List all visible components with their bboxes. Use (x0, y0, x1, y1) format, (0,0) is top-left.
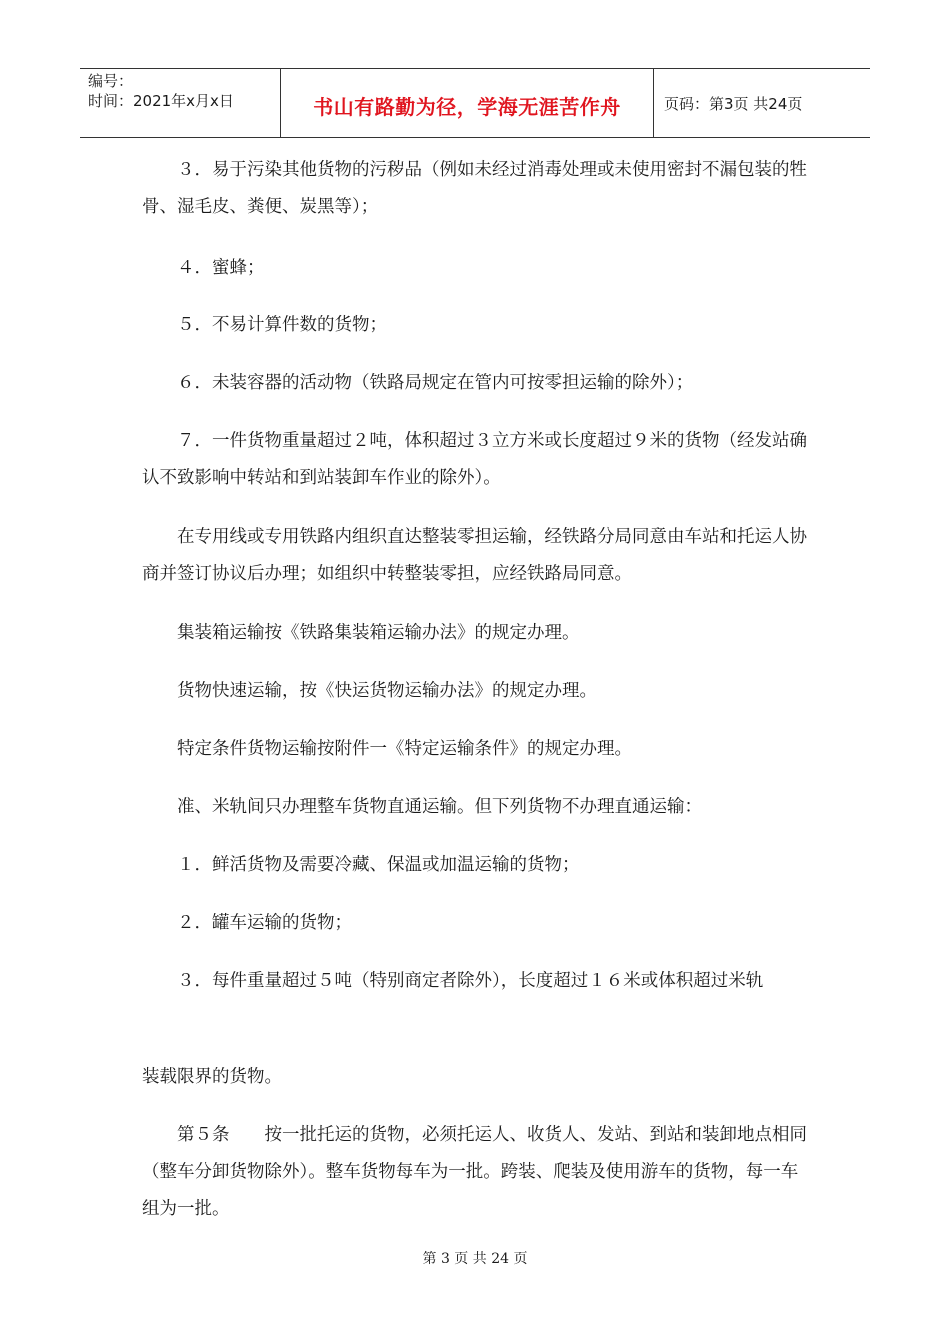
paragraph-item-6: ６．未装容器的活动物（铁路局规定在管内可按零担运输的除外）； (142, 373, 694, 393)
paragraph-article-5: 第５条 按一批托运的货物，必须托运人、收货人、发站、到站和装卸地点相同（整车分卸货物除外）。整车货物每车为一批。跨装、爬装及使用游车的货物，每一车组为一批。 (142, 1125, 807, 1219)
document-time-label: 时间：2021年x月x日 (88, 92, 234, 110)
header-motto: 书山有路勤为径，学海无涯苦作舟 (313, 94, 621, 119)
header-page-info-cell (654, 69, 870, 137)
document-number-label: 编号： (88, 72, 134, 90)
page-header (80, 68, 870, 138)
paragraph-gauge-item-3-cont: 装载限界的货物。 (142, 1067, 282, 1087)
header-motto-cell (281, 69, 654, 137)
paragraph-express-transport: 货物快速运输，按《快运货物运输办法》的规定办理。 (142, 681, 597, 701)
header-page-info: 页码：第3页 共24页 (664, 94, 803, 113)
paragraph-item-3: ３．易于污染其他货物的污秽品（例如未经过消毒处理或未使用密封不漏包装的牲骨、湿毛皮、粪便、炭黑等）； (142, 160, 807, 217)
paragraph-item-4: ４．蜜蜂； (142, 258, 265, 278)
paragraph-special-conditions: 特定条件货物运输按附件一《特定运输条件》的规定办理。 (142, 739, 632, 759)
paragraph-gauge-item-1: １．鲜活货物及需要冷藏、保温或加温运输的货物； (142, 855, 580, 875)
paragraph-container-transport: 集装箱运输按《铁路集装箱运输办法》的规定办理。 (142, 623, 580, 643)
paragraph-dedicated-line: 在专用线或专用铁路内组织直达整装零担运输，经铁路分局同意由车站和托运人协商并签订协议后办理；如组织中转整装零担，应经铁路局同意。 (142, 527, 807, 584)
paragraph-gauge-item-3: ３．每件重量超过５吨（特别商定者除外），长度超过１６米或体积超过米轨 (142, 971, 764, 991)
paragraph-item-5: ５．不易计算件数的货物； (142, 315, 387, 335)
header-meta (80, 69, 281, 137)
paragraph-gauge-through: 准、米轨间只办理整车货物直通运输。但下列货物不办理直通运输： (142, 797, 702, 817)
paragraph-gauge-item-2: ２．罐车运输的货物； (142, 913, 352, 933)
page-footer: 第 3 页 共 24 页 (422, 1251, 528, 1267)
paragraph-item-7: ７．一件货物重量超过２吨，体积超过３立方米或长度超过９米的货物（经发站确认不致影响中转站和到站装卸车作业的除外）。 (142, 431, 807, 488)
